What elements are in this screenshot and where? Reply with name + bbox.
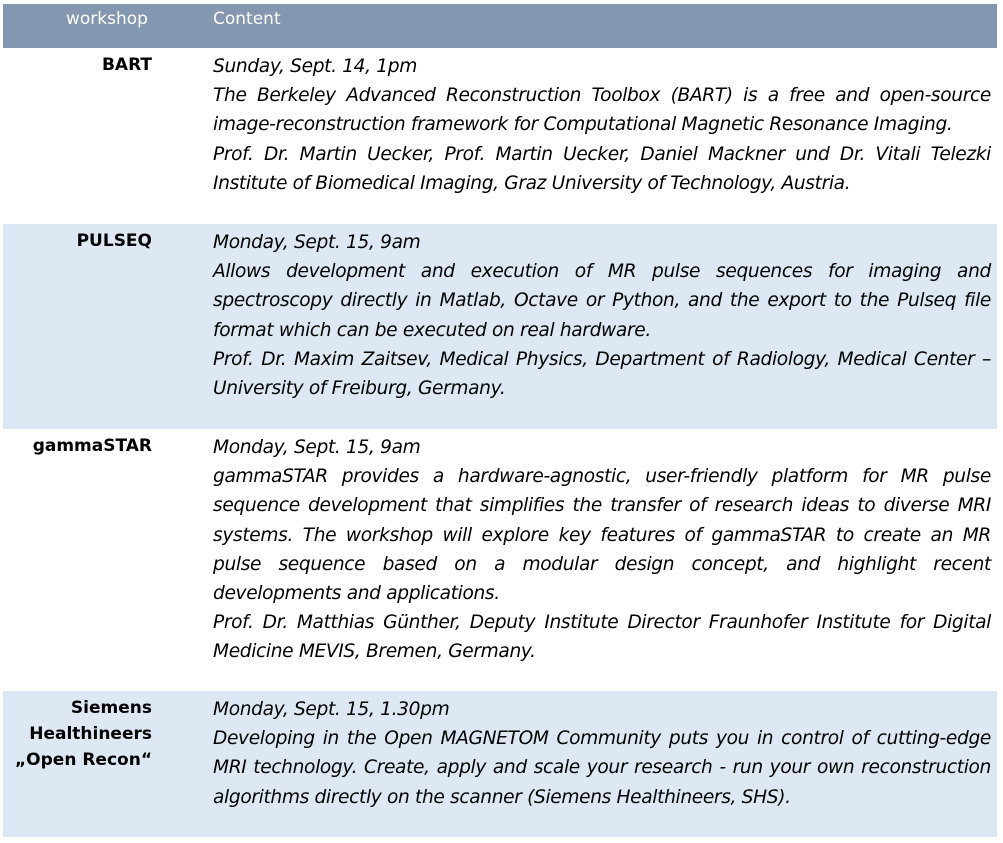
workshop-description: Allows development and execution of MR pulse sequences for imaging and spectroscopy directly in Matlab, Octave or Python, and the export to the Pulseq file format which can be executed on real hardware. xyxy=(213,261,991,341)
workshop-name-line: Healthineers xyxy=(29,724,152,744)
table-row xyxy=(3,429,997,691)
workshop-description: gammaSTAR provides a hardware-agnostic, user-friendly platform for MR pulse sequence development that simplifies the transfer of research ideas to diverse MRI systems. The workshop will explore key features of gammaSTAR to create an MR pulse sequence based on a modular design concept, and highlight recent developments and applications. xyxy=(213,466,991,605)
header-content: Content xyxy=(213,9,281,29)
workshop-date: Monday, Sept. 15, 9am xyxy=(213,437,421,458)
workshop-presenters: Prof. Dr. Maxim Zaitsev, Medical Physics, Department of Radiology, Medical Center – University of Freiburg, Germany. xyxy=(213,348,991,400)
workshop-description: Developing in the Open MAGNETOM Community puts you in control of cutting-edge MRI technology. Create, apply and scale your research - run your own reconstruction algorithms directly on the scanner (Siemens Healthineers, SHS). xyxy=(213,728,991,808)
workshop-presenters: Prof. Dr. Martin Uecker, Prof. Martin Uecker, Daniel Mackner und Dr. Vitali Telezki Institute of Biomedical Imaging, Graz University of Technology, Austria. xyxy=(213,143,991,194)
table-row xyxy=(3,48,997,224)
workshop-description: The Berkeley Advanced Reconstruction Toolbox (BART) is a free and open-source image-reconstruction framework for Computational Magnetic Resonance Imaging. xyxy=(213,85,991,136)
workshop-date: Monday, Sept. 15, 1.30pm xyxy=(213,699,450,720)
workshop-content xyxy=(213,228,991,403)
table-header xyxy=(3,4,997,48)
header-workshop: workshop xyxy=(66,9,148,29)
workshop-content xyxy=(213,695,991,812)
workshop-content xyxy=(213,52,991,198)
table-row xyxy=(3,224,997,429)
workshop-date: Monday, Sept. 15, 9am xyxy=(213,232,421,253)
workshop-name-line: Siemens xyxy=(70,698,152,718)
workshop-name: BART xyxy=(101,55,152,75)
table-row xyxy=(3,691,997,837)
workshop-presenters: Prof. Dr. Matthias Günther, Deputy Institute Director Fraunhofer Institute for Digital Medicine MEVIS, Bremen, Germany. xyxy=(213,612,991,663)
workshop-name-line: „Open Recon“ xyxy=(15,750,152,770)
workshop-table xyxy=(3,4,997,837)
workshop-name: PULSEQ xyxy=(76,231,152,251)
workshop-content xyxy=(213,433,991,667)
workshop-name: gammaSTAR xyxy=(32,436,152,456)
workshop-date: Sunday, Sept. 14, 1pm xyxy=(213,56,417,77)
workshop-name xyxy=(2,695,152,773)
